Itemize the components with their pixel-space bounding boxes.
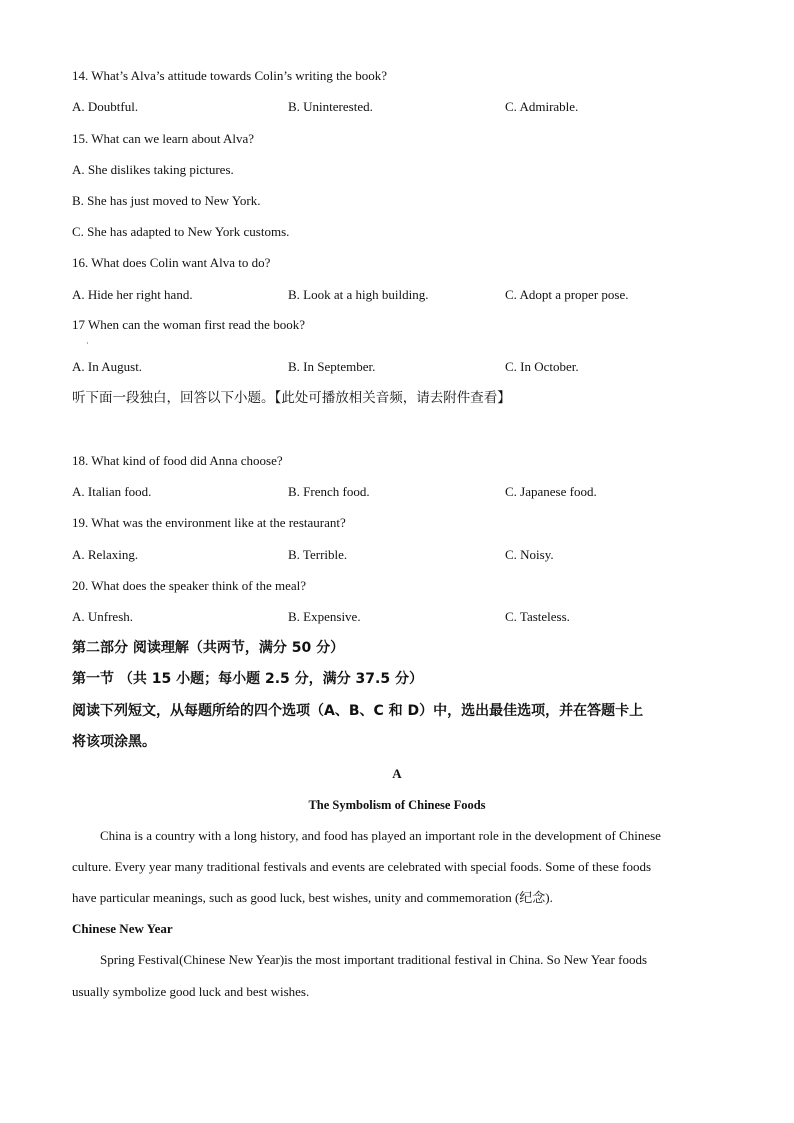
monologue-instruction: 听下面一段独白，回答以下小题。【此处可播放相关音频，请去附件查看】 (72, 390, 511, 406)
section-one-heading: 第一节 （共 15 小题；每小题 2.5 分，满分 37.5 分） (72, 671, 423, 687)
passage-paragraph-2-line-2: usually symbolize good luck and best wishes. (72, 984, 310, 999)
question-15-option-a: A. She dislikes taking pictures. (72, 162, 234, 177)
question-15-option-c: C. She has adapted to New York customs. (72, 224, 290, 239)
passage-paragraph-1-line-2: culture. Every year many traditional festivals and events are celebrated with special foods. Some of these foods (72, 859, 652, 874)
question-19-stem: 19. What was the environment like at the restaurant? (72, 515, 346, 530)
question-16-stem: 16. What does Colin want Alva to do? (72, 255, 271, 270)
reading-instruction-line-1: 阅读下列短文，从每题所给的四个选项（A、B、C 和 D）中，选出最佳选项，并在答题卡上 (72, 703, 644, 719)
question-17-option-b: B. In September. (288, 359, 376, 374)
passage-subheading: Chinese New Year (72, 921, 173, 936)
passage-paragraph-2-line-1: Spring Festival(Chinese New Year)is the most important traditional festival in China. So New Year foods (100, 952, 648, 967)
question-18-option-c: C. Japanese food. (505, 484, 597, 499)
question-17-option-c: C. In October. (505, 359, 579, 374)
question-14-stem: 14. What’s Alva’s attitude towards Colin’s writing the book? (72, 68, 387, 83)
question-14-option-c: C. Admirable. (505, 99, 579, 114)
question-18-option-a: A. Italian food. (72, 484, 152, 499)
question-16-option-c: C. Adopt a proper pose. (505, 287, 629, 302)
question-19-option-c: C. Noisy. (505, 547, 554, 562)
question-19-option-a: A. Relaxing. (72, 547, 139, 562)
question-19-option-b: B. Terrible. (288, 547, 348, 562)
passage-letter: A (392, 766, 402, 781)
question-15-stem: 15. What can we learn about Alva? (72, 131, 255, 146)
question-16-option-a: A. Hide her right hand. (72, 287, 193, 302)
stray-dot-mark: · (86, 339, 89, 348)
question-20-stem: 20. What does the speaker think of the meal? (72, 578, 307, 593)
question-17-option-a: A. In August. (72, 359, 143, 374)
question-18-option-b: B. French food. (288, 484, 370, 499)
question-20-option-b: B. Expensive. (288, 609, 361, 624)
question-16-option-b: B. Look at a high building. (288, 287, 429, 302)
question-14-option-b: B. Uninterested. (288, 99, 373, 114)
part-two-heading: 第二部分 阅读理解（共两节，满分 50 分） (72, 640, 345, 656)
question-15-option-b: B. She has just moved to New York. (72, 193, 261, 208)
reading-instruction-line-2: 将该项涂黑。 (72, 734, 156, 750)
question-20-option-c: C. Tasteless. (505, 609, 570, 624)
passage-paragraph-1-line-3: have particular meanings, such as good luck, best wishes, unity and commemoration (纪念). (72, 890, 553, 905)
question-17-stem: 17 When can the woman first read the book? (72, 317, 305, 332)
question-14-option-a: A. Doubtful. (72, 99, 139, 114)
question-20-option-a: A. Unfresh. (72, 609, 134, 624)
passage-paragraph-1-line-1: China is a country with a long history, and food has played an important role in the development of Chinese (100, 828, 661, 843)
passage-title: The Symbolism of Chinese Foods (308, 798, 486, 812)
question-18-stem: 18. What kind of food did Anna choose? (72, 453, 283, 468)
